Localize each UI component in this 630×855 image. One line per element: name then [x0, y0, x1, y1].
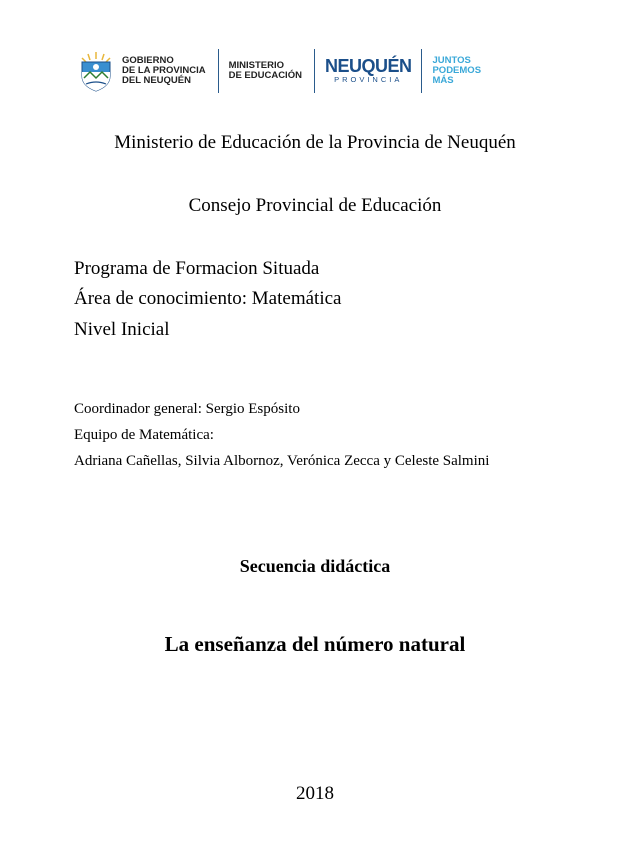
main-title: La enseñanza del número natural: [164, 632, 466, 656]
ministry-line-2: DE EDUCACIÓN: [228, 70, 302, 81]
level: Nivel Inicial: [74, 319, 170, 340]
government-line-1: GOBIERNO: [122, 55, 174, 66]
slogan-line-3: MÁS: [432, 75, 454, 86]
team-members: Adriana Cañellas, Silvia Albornoz, Verónica Zecca y Celeste Salmini: [74, 453, 490, 469]
sequence-label: Secuencia didáctica: [239, 556, 391, 576]
ministry-line-1: MINISTERIO: [228, 60, 284, 71]
neuquen-brand: [325, 57, 412, 85]
brand-subtitle: PROVINCIA: [334, 75, 403, 84]
brand-name: NEUQUÉN: [324, 56, 412, 76]
provincial-shield-icon: [76, 50, 116, 92]
ministry-name: [229, 61, 302, 81]
year: 2018: [296, 783, 334, 804]
coordinator: Coordinador general: Sergio Espósito: [74, 401, 300, 417]
slogan-line-2: PODEMOS: [432, 65, 482, 76]
slogan: [432, 56, 481, 86]
program-name: Programa de Formacion Situada: [74, 258, 320, 279]
knowledge-area: Área de conocimiento: Matemática: [74, 288, 342, 309]
government-line-3: DEL NEUQUÉN: [122, 75, 191, 86]
header-logo-bar: [76, 46, 481, 96]
logo-divider: [218, 49, 219, 93]
ministry-title: Ministerio de Educación de la Provincia de Neuquén: [114, 132, 516, 153]
government-name: [122, 56, 206, 86]
team-label: Equipo de Matemática:: [74, 427, 214, 443]
slogan-line-1: JUNTOS: [432, 55, 471, 66]
logo-divider: [314, 49, 315, 93]
logo-divider: [421, 49, 422, 93]
council-title: Consejo Provincial de Educación: [188, 195, 442, 216]
government-line-2: DE LA PROVINCIA: [122, 65, 206, 76]
